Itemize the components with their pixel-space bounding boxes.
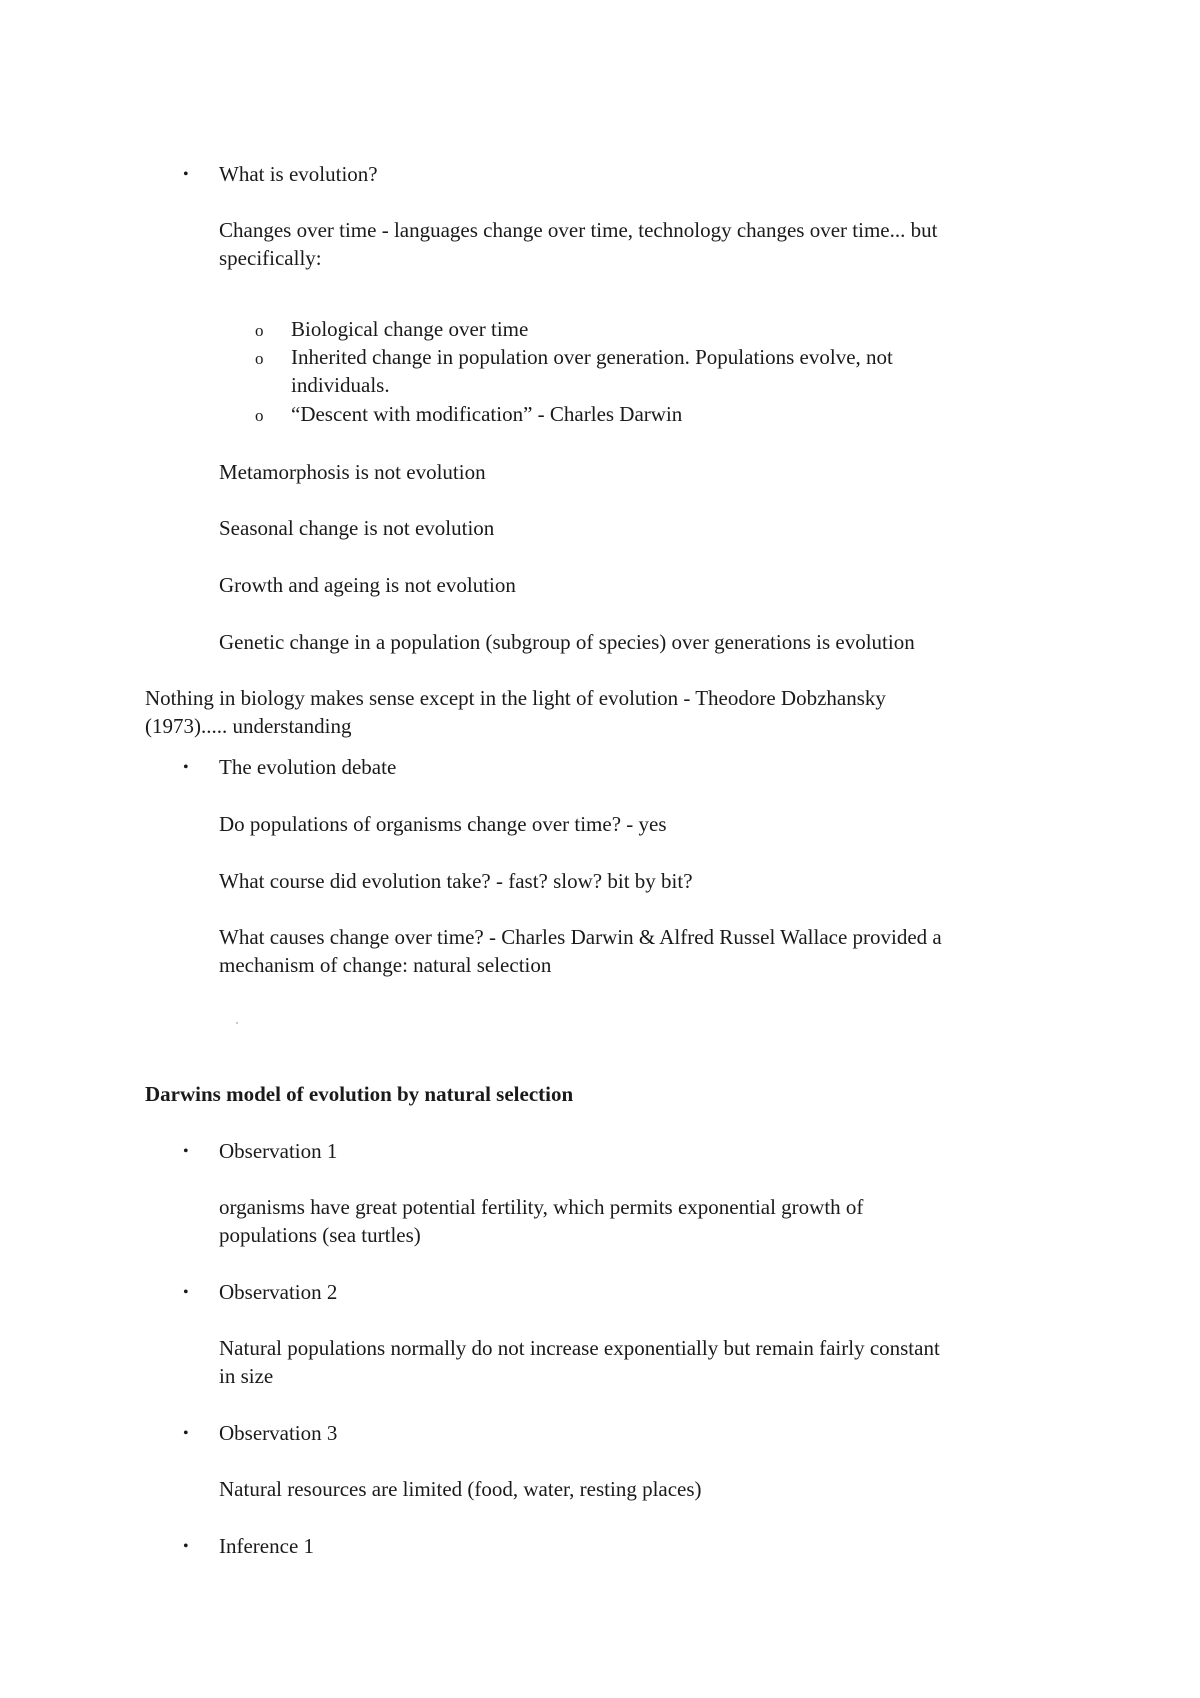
debate-question-2: What course did evolution take? - fast? slow? bit by bit? xyxy=(219,869,693,893)
observation-2-text-line-1: Natural populations normally do not increase exponentially but remain fairly constant xyxy=(219,1336,940,1360)
changes-over-time-line-1: Changes over time - languages change over time, technology changes over time... but xyxy=(219,218,938,242)
growth-ageing-statement: Growth and ageing is not evolution xyxy=(219,573,516,597)
debate-question-3-line-2: mechanism of change: natural selection xyxy=(219,953,552,977)
metamorphosis-statement: Metamorphosis is not evolution xyxy=(219,460,486,484)
sub-item-descent-with-modification: “Descent with modification” - Charles Darwin xyxy=(291,402,683,426)
bullet-icon: • xyxy=(183,166,189,183)
stray-mark xyxy=(236,1022,238,1024)
evolution-debate-heading: The evolution debate xyxy=(219,755,397,779)
observation-3-text: Natural resources are limited (food, water, resting places) xyxy=(219,1477,702,1501)
observation-1-label: Observation 1 xyxy=(219,1139,338,1163)
dobzhansky-quote-line-2: (1973)..... understanding xyxy=(145,714,352,738)
changes-over-time-line-2: specifically: xyxy=(219,246,322,270)
sub-item-inherited-change-line-1: Inherited change in population over generation. Populations evolve, not xyxy=(291,345,893,369)
sub-bullet-icon: o xyxy=(255,406,264,425)
dobzhansky-quote-line-1: Nothing in biology makes sense except in the light of evolution - Theodore Dobzhansky xyxy=(145,686,886,710)
what-is-evolution-heading: What is evolution? xyxy=(219,162,378,186)
inference-1-label: Inference 1 xyxy=(219,1534,315,1558)
sub-bullet-icon: o xyxy=(255,349,264,368)
genetic-change-statement: Genetic change in a population (subgroup of species) over generations is evolution xyxy=(219,630,915,654)
observation-1-text-line-2: populations (sea turtles) xyxy=(219,1223,421,1247)
bullet-icon: • xyxy=(183,1284,189,1301)
seasonal-change-statement: Seasonal change is not evolution xyxy=(219,516,495,540)
bullet-icon: • xyxy=(183,1538,189,1555)
bullet-icon: • xyxy=(183,1425,189,1442)
debate-question-3-line-1: What causes change over time? - Charles Darwin & Alfred Russel Wallace provided a xyxy=(219,925,942,949)
observation-1-text-line-1: organisms have great potential fertility, which permits exponential growth of xyxy=(219,1195,864,1219)
sub-bullet-icon: o xyxy=(255,321,264,340)
observation-3-label: Observation 3 xyxy=(219,1421,338,1445)
debate-question-1: Do populations of organisms change over time? - yes xyxy=(219,812,667,836)
sub-item-biological-change: Biological change over time xyxy=(291,317,529,341)
bullet-icon: • xyxy=(183,759,189,776)
observation-2-label: Observation 2 xyxy=(219,1280,338,1304)
sub-item-inherited-change-line-2: individuals. xyxy=(291,373,390,397)
observation-2-text-line-2: in size xyxy=(219,1364,274,1388)
bullet-icon: • xyxy=(183,1143,189,1160)
darwin-model-title: Darwins model of evolution by natural selection xyxy=(145,1082,574,1106)
